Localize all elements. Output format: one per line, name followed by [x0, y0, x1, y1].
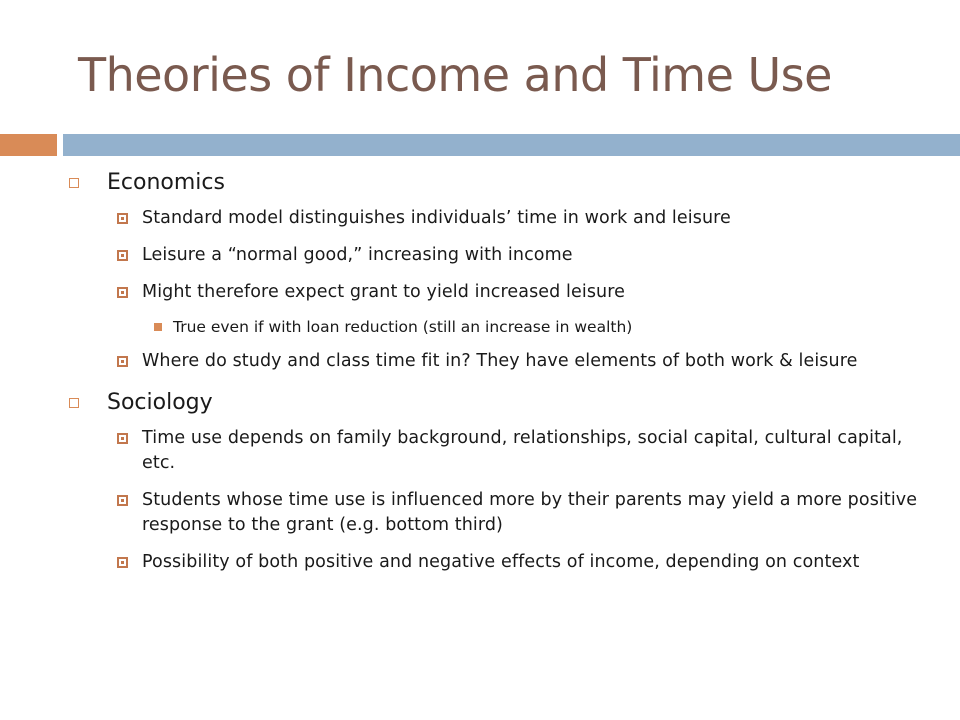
slide-title: Theories of Income and Time Use — [78, 48, 832, 102]
list-item-text: Standard model distinguishes individuals’ time in work and leisure — [142, 208, 731, 228]
square-bullet-icon — [117, 250, 128, 261]
list-item — [100, 488, 920, 538]
list-item-text: Where do study and class time fit in? They have elements of both work & leisure — [142, 351, 858, 371]
list-item-text: Possibility of both positive and negative effects of income, depending on context — [142, 552, 860, 572]
sub-list-item — [100, 317, 920, 337]
square-bullet-icon — [117, 557, 128, 568]
hollow-square-bullet-icon — [69, 398, 79, 408]
square-bullet-icon — [117, 495, 128, 506]
list-item — [100, 426, 920, 476]
sub-list-item-text: True even if with loan reduction (still an increase in wealth) — [173, 318, 633, 336]
square-bullet-icon — [117, 433, 128, 444]
section-heading-sociology — [100, 390, 920, 416]
list-item — [100, 280, 920, 305]
square-bullet-icon — [117, 287, 128, 298]
list-item — [100, 349, 920, 374]
list-item-text: Might therefore expect grant to yield increased leisure — [142, 282, 626, 302]
hollow-square-bullet-icon — [69, 178, 79, 188]
square-bullet-icon — [117, 213, 128, 224]
list-item-text: Leisure a “normal good,” increasing with income — [142, 245, 573, 265]
slide-body — [100, 170, 920, 587]
title-accent-bar — [0, 134, 57, 156]
list-item — [100, 550, 920, 575]
list-item — [100, 206, 920, 231]
list-item — [100, 243, 920, 268]
section-heading-economics — [100, 170, 920, 196]
list-item-text: Time use depends on family background, relationships, social capital, cultural capital, etc. — [142, 428, 903, 473]
section-heading-text: Economics — [107, 170, 225, 195]
list-item-text: Students whose time use is influenced more by their parents may yield a more positive response to the grant (e.g. bottom third) — [142, 490, 918, 535]
title-underline-bar — [63, 134, 960, 156]
square-bullet-icon — [117, 356, 128, 367]
filled-square-bullet-icon — [154, 323, 162, 331]
section-heading-text: Sociology — [107, 390, 213, 415]
